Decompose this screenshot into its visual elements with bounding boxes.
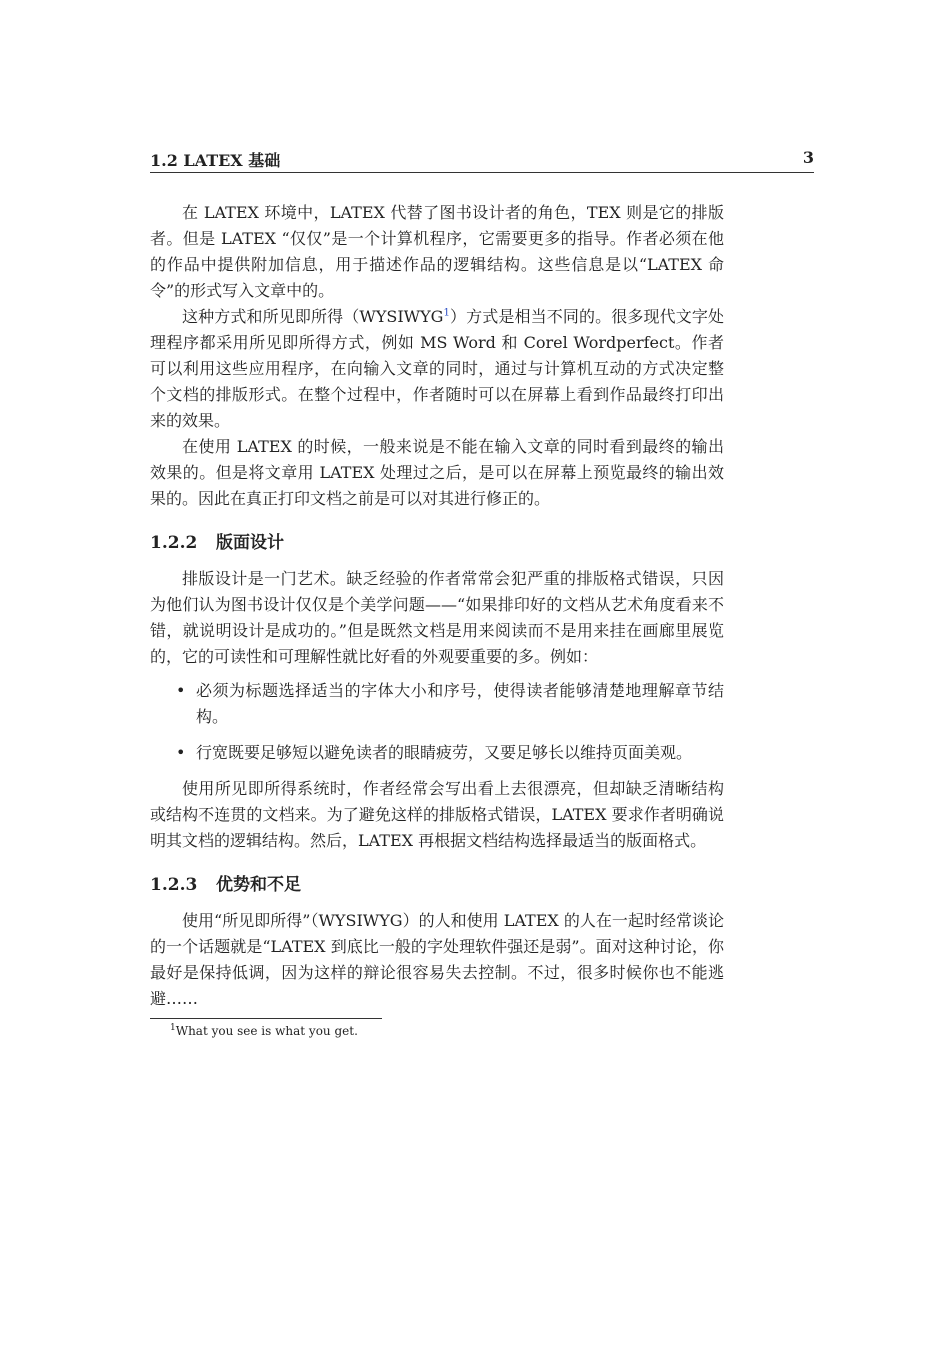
- paragraph-latex-environment: 在 LATEX 环境中，LATEX 代替了图书设计者的角色，TEX 则是它的排版者。但是 LATEX “仅仅”是一个计算机程序，它需要更多的指导。作者必须在他的作品中提供附加信息，用于描述作品的逻辑结构。这些信息是以“LATEX 命令”的形式写入文章中的。: [150, 203, 724, 300]
- bullet-icon: •: [176, 743, 186, 762]
- bullet-list: [150, 678, 724, 766]
- footnote-text: [150, 1023, 724, 1039]
- paragraph-wysiwyg-end: ）方式是相当不同的。很多现代文字处理程序都采用所见即所得方式，例如 MS Word 和 Corel Wordperfect。作者可以利用这些应用程序，在向输入文章的同时，通过与计算机互动的方式决定整个文档的排版形式。在整个过程中，作者随时可以在屏幕上看到作品最终打印出来的效果。: [150, 307, 724, 430]
- page-number: 3: [802, 148, 814, 167]
- section-title: 版面设计: [216, 533, 284, 553]
- section-heading-pros-cons: [150, 872, 724, 898]
- section-title: 优势和不足: [216, 875, 301, 895]
- paragraph-wysiwyg: [150, 304, 724, 434]
- main-text: [150, 200, 724, 1039]
- section-heading-layout-design: [150, 530, 724, 556]
- paragraph-debate: 使用“所见即所得”（WYSIWYG）的人和使用 LATEX 的人在一起时经常谈论的一个话题就是“LATEX 到底比一般的字处理软件强还是弱”。面对这种讨论，你最好是保持低调，因为这样的辩论很容易失去控制。不过，很多时候你也不能逃避……: [150, 911, 724, 1008]
- list-item-text: 行宽既要足够短以避免读者的眼睛疲劳，又要足够长以维持页面美观。: [196, 743, 693, 762]
- paragraph-typesetting-art: 排版设计是一门艺术。缺乏经验的作者常常会犯严重的排版格式错误，只因为他们认为图书设计仅仅是个美学问题——“如果排印好的文档从艺术角度看来不错，就说明设计是成功的。”但是既然文档是用来阅读而不是用来挂在画廊里展览的，它的可读性和可理解性就比好看的外观要重要的多。例如：: [150, 569, 724, 666]
- header-section-title: 1.2 LATEX 基础: [150, 151, 281, 170]
- section-number: 1.2.2: [150, 533, 198, 553]
- paragraph-wysiwyg-start: 这种方式和所见即所得（WYSIWYG: [182, 307, 444, 326]
- section-number: 1.2.3: [150, 875, 198, 895]
- footnote: [150, 1018, 724, 1039]
- footnote-mark: 1: [170, 1023, 176, 1033]
- paragraph-preview: 在使用 LATEX 的时候，一般来说是不能在输入文章的同时看到最终的输出效果的。但是将文章用 LATEX 处理过之后，是可以在屏幕上预览最终的输出效果的。因此在真正打印文档之前是可以对其进行修正的。: [150, 437, 724, 508]
- list-item-text: 必须为标题选择适当的字体大小和序号，使得读者能够清楚地理解章节结构。: [196, 681, 724, 726]
- footnote-content: What you see is what you get.: [175, 1024, 358, 1038]
- running-header: [150, 148, 814, 173]
- footnote-rule: [150, 1018, 382, 1019]
- paragraph-logical-structure: 使用所见即所得系统时，作者经常会写出看上去很漂亮，但却缺乏清晰结构或结构不连贯的文档来。为了避免这样的排版格式错误，LATEX 要求作者明确说明其文档的逻辑结构。然后，LATEX 再根据文档结构选择最适当的版面格式。: [150, 779, 724, 850]
- list-item: [150, 740, 724, 766]
- list-item: [150, 678, 724, 730]
- footnote-reference-link[interactable]: 1: [443, 307, 450, 319]
- bullet-icon: •: [176, 681, 186, 700]
